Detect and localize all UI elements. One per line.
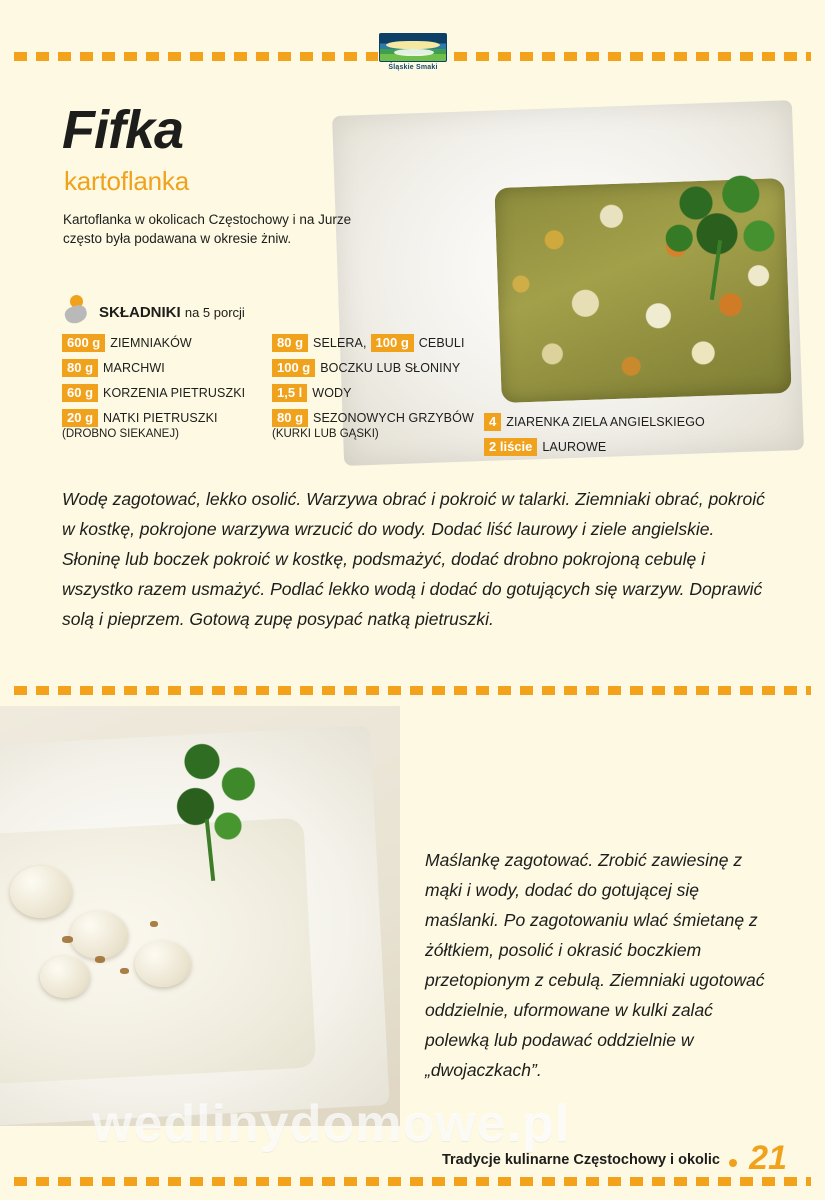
ingredient-item (62, 409, 267, 440)
ingredient-item (272, 384, 487, 402)
ingredients-column-2 (272, 334, 487, 447)
logo-label: Śląskie Smaki (388, 64, 438, 71)
ingredient-name: MARCHWI (103, 361, 165, 375)
ingredients-portions: na 5 porcji (184, 304, 245, 320)
ingredient-qty: 100 g (272, 359, 315, 377)
intro-text: Kartoflanka w okolicach Częstochowy i na Jurze często była podawana w okresie żniw. (63, 212, 352, 246)
ingredients-heading (62, 295, 245, 329)
ingredient-qty: 80 g (272, 334, 308, 352)
ingredient-qty: 20 g (62, 409, 98, 427)
slaskie-smaki-logo-icon (379, 33, 447, 62)
parsley-garnish-icon (654, 170, 794, 280)
divider-middle (14, 686, 811, 695)
ingredient-item (62, 359, 267, 377)
soup-photo-bottom (0, 706, 400, 1126)
ingredient-qty: 600 g (62, 334, 105, 352)
ingredient-item (62, 334, 267, 352)
ingredient-name: LAUROWE (542, 440, 607, 454)
ingredient-name: NATKI PIETRUSZKI (103, 411, 218, 425)
ingredient-item (484, 413, 714, 431)
ingredient-item (272, 409, 487, 440)
page-subtitle: kartoflanka (64, 166, 189, 196)
ingredient-name-2: CEBULI (418, 336, 465, 350)
ingredient-qty: 4 (484, 413, 501, 431)
watermark-text: wedlinydomowe (92, 1095, 507, 1153)
dumpling (10, 866, 72, 918)
bacon-bit (95, 956, 105, 963)
ingredients-column-1 (62, 334, 267, 447)
ingredient-name: KORZENIA PIETRUSZKI (103, 386, 246, 400)
bacon-bit (62, 936, 73, 943)
ingredient-name: SELERA, (313, 336, 367, 350)
logo-badge (378, 33, 448, 77)
ingredient-qty-2: 100 g (371, 334, 414, 352)
ingredient-note: (DROBNO SIEKANEJ) (62, 428, 179, 440)
ingredient-qty: 80 g (62, 359, 98, 377)
method-text-2: Maślankę zagotować. Zrobić zawiesinę z mąki i wody, dodać do gotującej się maślanki. Po zagotowaniu wlać śmietanę z żółtkiem, posolić i okrasić boczkiem przetopionym z cebulą. Ziemniaki ugotować oddzielnie, uformowane w kulki zalać polewką lub podawać oddzielnie w „dwojaczkach”. (425, 850, 765, 1080)
footer-dot-icon (729, 1159, 737, 1167)
watermark-suffix: .pl (506, 1095, 571, 1153)
ingredient-qty: 1,5 l (272, 384, 307, 402)
ingredient-name: ZIEMNIAKÓW (110, 336, 192, 350)
ingredients-label: SKŁADNIKI (99, 303, 181, 321)
ingredient-item (484, 438, 714, 456)
footer (0, 1139, 825, 1200)
ingredient-qty: 80 g (272, 409, 308, 427)
watermark (92, 1094, 570, 1154)
ingredient-item (272, 334, 487, 352)
ingredient-note: (KURKI LUB GĄSKI) (272, 428, 379, 440)
ingredient-name: ZIARENKA ZIELA ANGIELSKIEGO (506, 415, 705, 429)
ingredients-column-3 (484, 413, 714, 463)
parsley-garnish-icon-2 (150, 724, 280, 874)
method-text: Wodę zagotować, lekko osolić. Warzywa obrać i pokroić w talarki. Ziemniaki obrać, pokroić w kostkę, pokrojone warzywa wrzucić do wody. Dodać liść laurowy i ziele angielskie. Słoninę lub boczek pokroić w kostkę, podsmażyć, dodać drobno pokrojoną cebulę i wszystko razem usmażyć. Podlać lekko wodą i dodać do gotujących się warzyw. Doprawić solą i pieprzem. Gotową zupę posypać natką pietruszki. (62, 489, 765, 629)
ingredient-name: WODY (312, 386, 352, 400)
dumpling (70, 911, 128, 959)
ingredient-item (272, 359, 487, 377)
divider-bottom (14, 1177, 811, 1186)
mushroom-icon (62, 295, 92, 329)
page-number: 21 (749, 1139, 787, 1177)
ingredient-item (62, 384, 267, 402)
page-title: Fifka (62, 100, 184, 160)
ingredient-name: SEZONOWYCH GRZYBÓW (313, 411, 474, 425)
ingredient-qty: 2 liście (484, 438, 537, 456)
dumpling (135, 941, 191, 987)
bacon-bit (150, 921, 158, 927)
footer-text: Tradycje kulinarne Częstochowy i okolic (441, 1152, 720, 1168)
dumpling (40, 956, 90, 998)
bacon-bit (120, 968, 129, 974)
ingredient-qty: 60 g (62, 384, 98, 402)
ingredient-name: BOCZKU LUB SŁONINY (320, 361, 461, 375)
